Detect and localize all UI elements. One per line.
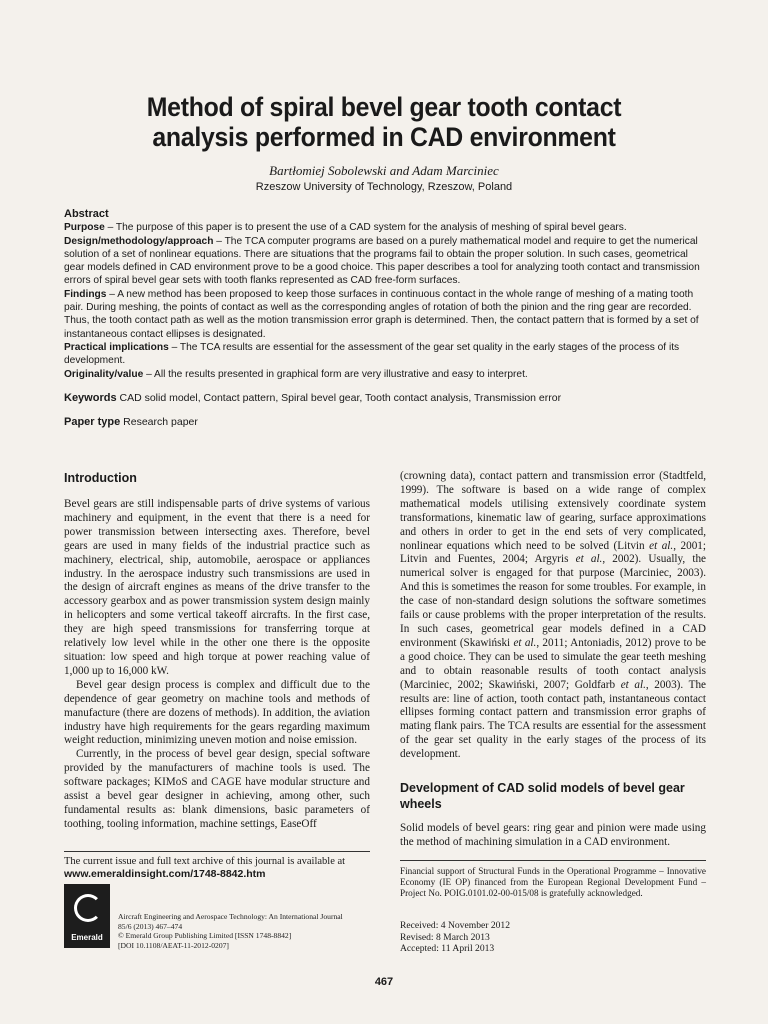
logo-word: Emerald	[71, 933, 103, 942]
archive-text: The current issue and full text archive of this journal is available at	[64, 856, 346, 867]
emerald-logo	[64, 884, 110, 948]
authors: Bartłomiej Sobolewski and Adam Marciniec	[269, 163, 499, 178]
right-footer-rule	[400, 860, 706, 861]
abstract-practical	[64, 341, 708, 368]
design-text: – The TCA computer programs are based on a purely mathematical model and require to get the numerical solution of a set of nonlinear equations. There are situations that the programs fail to obtain the proper solution. In such cases, geometrical gear models defined in CAD environment prove to be a good choice. This paper describes a tool for analyzing tooth contact and transmission errors of spiral bevel gear sets with tooth flanks represented as CAD free-form surfaces.	[64, 235, 700, 287]
right-paragraph-2: Solid models of bevel gears: ring gear and pinion were made using the method of machining simulation in a CAD environment.	[400, 822, 706, 848]
design-label: Design/methodology/approach	[64, 235, 214, 247]
findings-text: – A new method has been proposed to keep those surfaces in continuous contact in the whole range of meshing of a mating tooth pair. During meshing, the points of contact as well as the corresponding angles of rotation of both the pinion and the ring gear are recorded. Thus, the tooth contact path as well as the motion transmission error graph is determined. Then, the contact pattern that is formed by a set of instantaneous contact ellipses is designated.	[64, 288, 699, 340]
practical-text: – The TCA results are essential for the assessment of the gear set quality in the early stages of the process of its development.	[64, 341, 680, 367]
findings-label: Findings	[64, 288, 107, 300]
abstract-purpose	[64, 221, 708, 234]
left-column	[64, 470, 370, 832]
affiliation: Rzeszow University of Technology, Rzeszow, Poland	[255, 181, 513, 193]
journal-line-2: 85/6 (2013) 467–474	[118, 921, 183, 931]
intro-paragraph-2: Bevel gear design process is complex and difficult due to the dependence of gear geometry on machine tools and methods of manufacture (there are dozens of methods). In addition, the aviation industry have high requirements for the gears regarding maximum weight reduction, minimizing uneven motion and noise emission.	[64, 678, 370, 747]
keywords	[64, 392, 708, 404]
introduction-heading: Introduction	[64, 471, 137, 485]
keywords-label: Keywords	[64, 392, 117, 404]
journal-line-4: [DOI 10.1108/AEAT-11-2012-0207]	[118, 940, 229, 950]
et-al: et al.	[575, 553, 603, 566]
submission-dates	[400, 920, 706, 955]
left-footer-rule	[64, 851, 370, 852]
abstract-findings	[64, 288, 708, 341]
title-line-2: analysis performed in CAD environment	[152, 122, 616, 152]
et-al: et al.	[620, 678, 646, 691]
abstract-design	[64, 235, 708, 288]
text-span: , 2002). Usually, the numerical solver is engaged for that purpose (Marciniec, 2003). And this is sometimes the reason for some troubles. For example, in the case of non-standard design solutions the software sometimes fails or cause problems with the proper interpretation of the results. In such cases, geometrical gear models defined in a CAD environment (Skawiński	[400, 553, 707, 649]
abstract-heading: Abstract	[64, 208, 109, 220]
originality-text: – All the results presented in graphical form are very illustrative and easy to interpret.	[143, 368, 528, 380]
intro-paragraph-1: Bevel gears are still indispensable parts of drive systems of various machinery and equipment, in the event that there is a need for power transmission between intersecting axes. Therefore, bevel gears are used in many fields of the industrial practice such as machinery, electrical, ship, automobile, aerospace or appliances industry. In the aerospace industry such transmissions are used in the design of aircraft engines as means of the drive transfer to the accessory gearbox and as power transmission system design mainly in helicopters and some vertical takeoff aircrafts. In the first case, they are high speed transmissions for transferring torque at relatively low level while in the other one there is the opposite situation: low speed and high torque at power reaching value of 1,000 up to 16,000 kW.	[64, 498, 370, 677]
title-line-1: Method of spiral bevel gear tooth contact	[146, 92, 622, 122]
abstract-originality	[64, 368, 708, 381]
purpose-text: – The purpose of this paper is to present the use of a CAD system for the analysis of meshing of spiral bevel gears.	[104, 222, 627, 234]
revised-date: Revised: 8 March 2013	[400, 931, 490, 943]
practical-label: Practical implications	[64, 341, 169, 353]
journal-info	[118, 912, 378, 950]
intro-paragraph-3: Currently, in the process of bevel gear design, special software provided by the manufacturers of machine tools is used. The software packages; KIMoS and CAGE have modular structure and assist a bevel gear designer in achieving, among other, such fundamental results as: blank dimensions, basic parameters of toothing, tooling information, machine settings, EaseOff	[64, 748, 370, 830]
paper-type	[64, 416, 708, 428]
paper-title	[68, 92, 701, 152]
journal-line-1: Aircraft Engineering and Aerospace Technology: An International Journal	[118, 912, 343, 921]
right-paragraph-1	[400, 470, 706, 762]
emerald-ring-icon	[74, 894, 102, 922]
paper-type-text: Research paper	[123, 416, 198, 428]
et-al: et al.	[649, 539, 674, 552]
journal-line-3: © Emerald Group Publishing Limited [ISSN 1748-8842]	[118, 931, 292, 941]
archive-note	[64, 855, 370, 881]
originality-label: Originality/value	[64, 368, 144, 380]
purpose-label: Purpose	[64, 222, 105, 234]
text-span: , 2001; Litvin and Fuentes, 2004; Argyris	[400, 539, 706, 566]
text-span: , 2011; Antoniadis, 2012) prove to be a good choice. They can be used to simulate the gear teeth meshing and to obtain reasonable results of tooth contact analysis (Marciniec, 2002; Skawiński, 2007; Goldfarb	[400, 636, 707, 691]
accepted-date: Accepted: 11 April 2013	[400, 943, 495, 955]
et-al: et al.	[513, 636, 537, 649]
keywords-text: CAD solid model, Contact pattern, Spiral bevel gear, Tooth contact analysis, Transmission error	[119, 392, 562, 404]
received-date: Received: 4 November 2012	[400, 920, 511, 931]
text-span: , 2003). The results are: line of action, tooth contact path, instantaneous contact ellipses forming contact pattern and transmission error graphs of mating flank pairs. The TCA results are essential for the assessment of the gear set quality in the early stages of the process of its development.	[400, 678, 706, 761]
funding-note: Financial support of Structural Funds in the Operational Programme – Innovative Economy (IE OP) financed from the European Regional Development Fund – Project No. POIG.0101.02-00-015/08 is gratefully acknowledged.	[400, 866, 706, 898]
page-number: 467	[374, 976, 394, 988]
text-span: (crowning data), contact pattern and transmission error (Stadtfeld, 1999). The software is based on a wide range of complex mathematical models utilising extensively coordinate system transformations, kinematic law of gearing, surface approximations and others in order to get in the end sets of very complicated, nonlinear equations which need to be solved (Litvin	[400, 470, 706, 552]
archive-link[interactable]: www.emeraldinsight.com/1748-8842.htm	[64, 868, 266, 880]
abstract	[64, 208, 708, 381]
section-heading-development: Development of CAD solid models of bevel gear wheels	[400, 781, 685, 812]
paper-type-label: Paper type	[64, 416, 121, 428]
right-column	[400, 470, 706, 850]
